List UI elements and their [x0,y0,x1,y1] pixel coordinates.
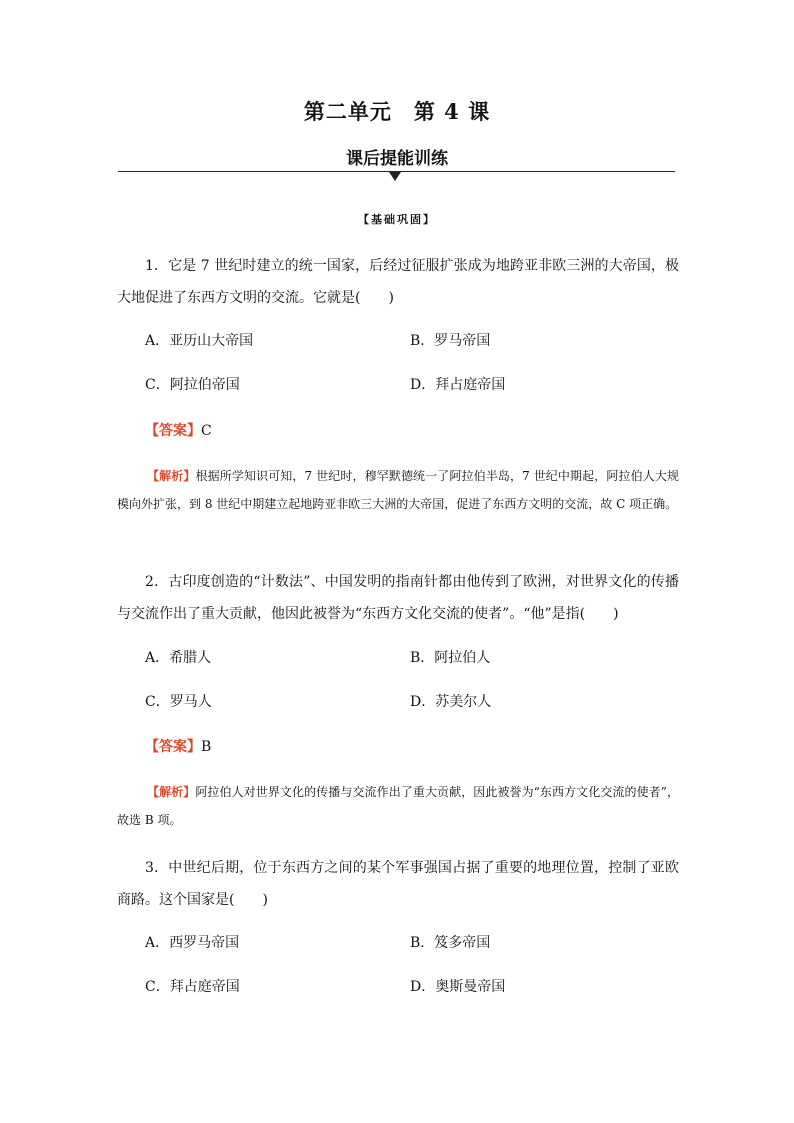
answer-tag: 【答案】 [145,423,201,439]
question-1-option-a: A．亚历山大帝国 [145,333,254,349]
page-title: 第二单元 第 4 课 [303,99,491,124]
question-2-stem: 2．古印度创造的“计数法”、中国发明的指南针都由他传到了欧洲，对世界文化的传播与交流作出了重大贡献，他因此被誉为“东西方文化交流的使者”。“他”是指( ) [117,574,679,622]
question-1-option-b: B．罗马帝国 [410,333,491,349]
analysis-tag: 【解析】 [147,785,196,799]
question-3-option-a: A．西罗马帝国 [145,935,240,951]
analysis-tag: 【解析】 [147,469,196,483]
question-1-stem: 1．它是 7 世纪时建立的统一国家，后经过征服扩张成为地跨亚非欧三洲的大帝国，极大地促进了东西方文明的交流。它就是( ) [117,258,679,306]
question-1-analysis [117,462,679,518]
page-subtitle: 课后提能训练 [346,149,448,169]
question-1-option-d: D．拜占庭帝国 [410,377,506,393]
answer-tag: 【答案】 [145,739,201,755]
analysis-text: 阿拉伯人对世界文化的传播与交流作出了重大贡献，因此被誉为“东西方文化交流的使者”，故选 B 项。 [117,785,679,827]
answer-value: C [201,423,212,439]
question-1-answer [145,421,212,441]
divider-triangle-icon [389,172,401,181]
question-3-option-c: C．拜占庭帝国 [145,979,240,995]
question-2-analysis [117,778,679,834]
question-2-option-a: A．希腊人 [145,650,212,666]
question-2-option-d: D．苏美尔人 [410,694,492,710]
question-1-option-c: C．阿拉伯帝国 [145,377,240,393]
question-3-option-b: B．笈多帝国 [410,935,491,951]
question-2-option-b: B．阿拉伯人 [410,650,491,666]
question-2-answer [145,737,211,757]
question-3-stem: 3．中世纪后期，位于东西方之间的某个军事强国占据了重要的地理位置，控制了亚欧商路。这个国家是( ) [117,860,679,908]
question-2-option-c: C．罗马人 [145,694,212,710]
question-3-option-d: D．奥斯曼帝国 [410,979,506,995]
answer-value: B [201,739,212,755]
analysis-text: 根据所学知识可知，7 世纪时，穆罕默德统一了阿拉伯半岛，7 世纪中期起，阿拉伯人大规模向外扩张，到 8 世纪中期建立起地跨亚非欧三大洲的大帝国，促进了东西方文明的交流，故 C 项正确。 [117,469,679,511]
section-heading: 【基础巩固】 [358,213,436,226]
